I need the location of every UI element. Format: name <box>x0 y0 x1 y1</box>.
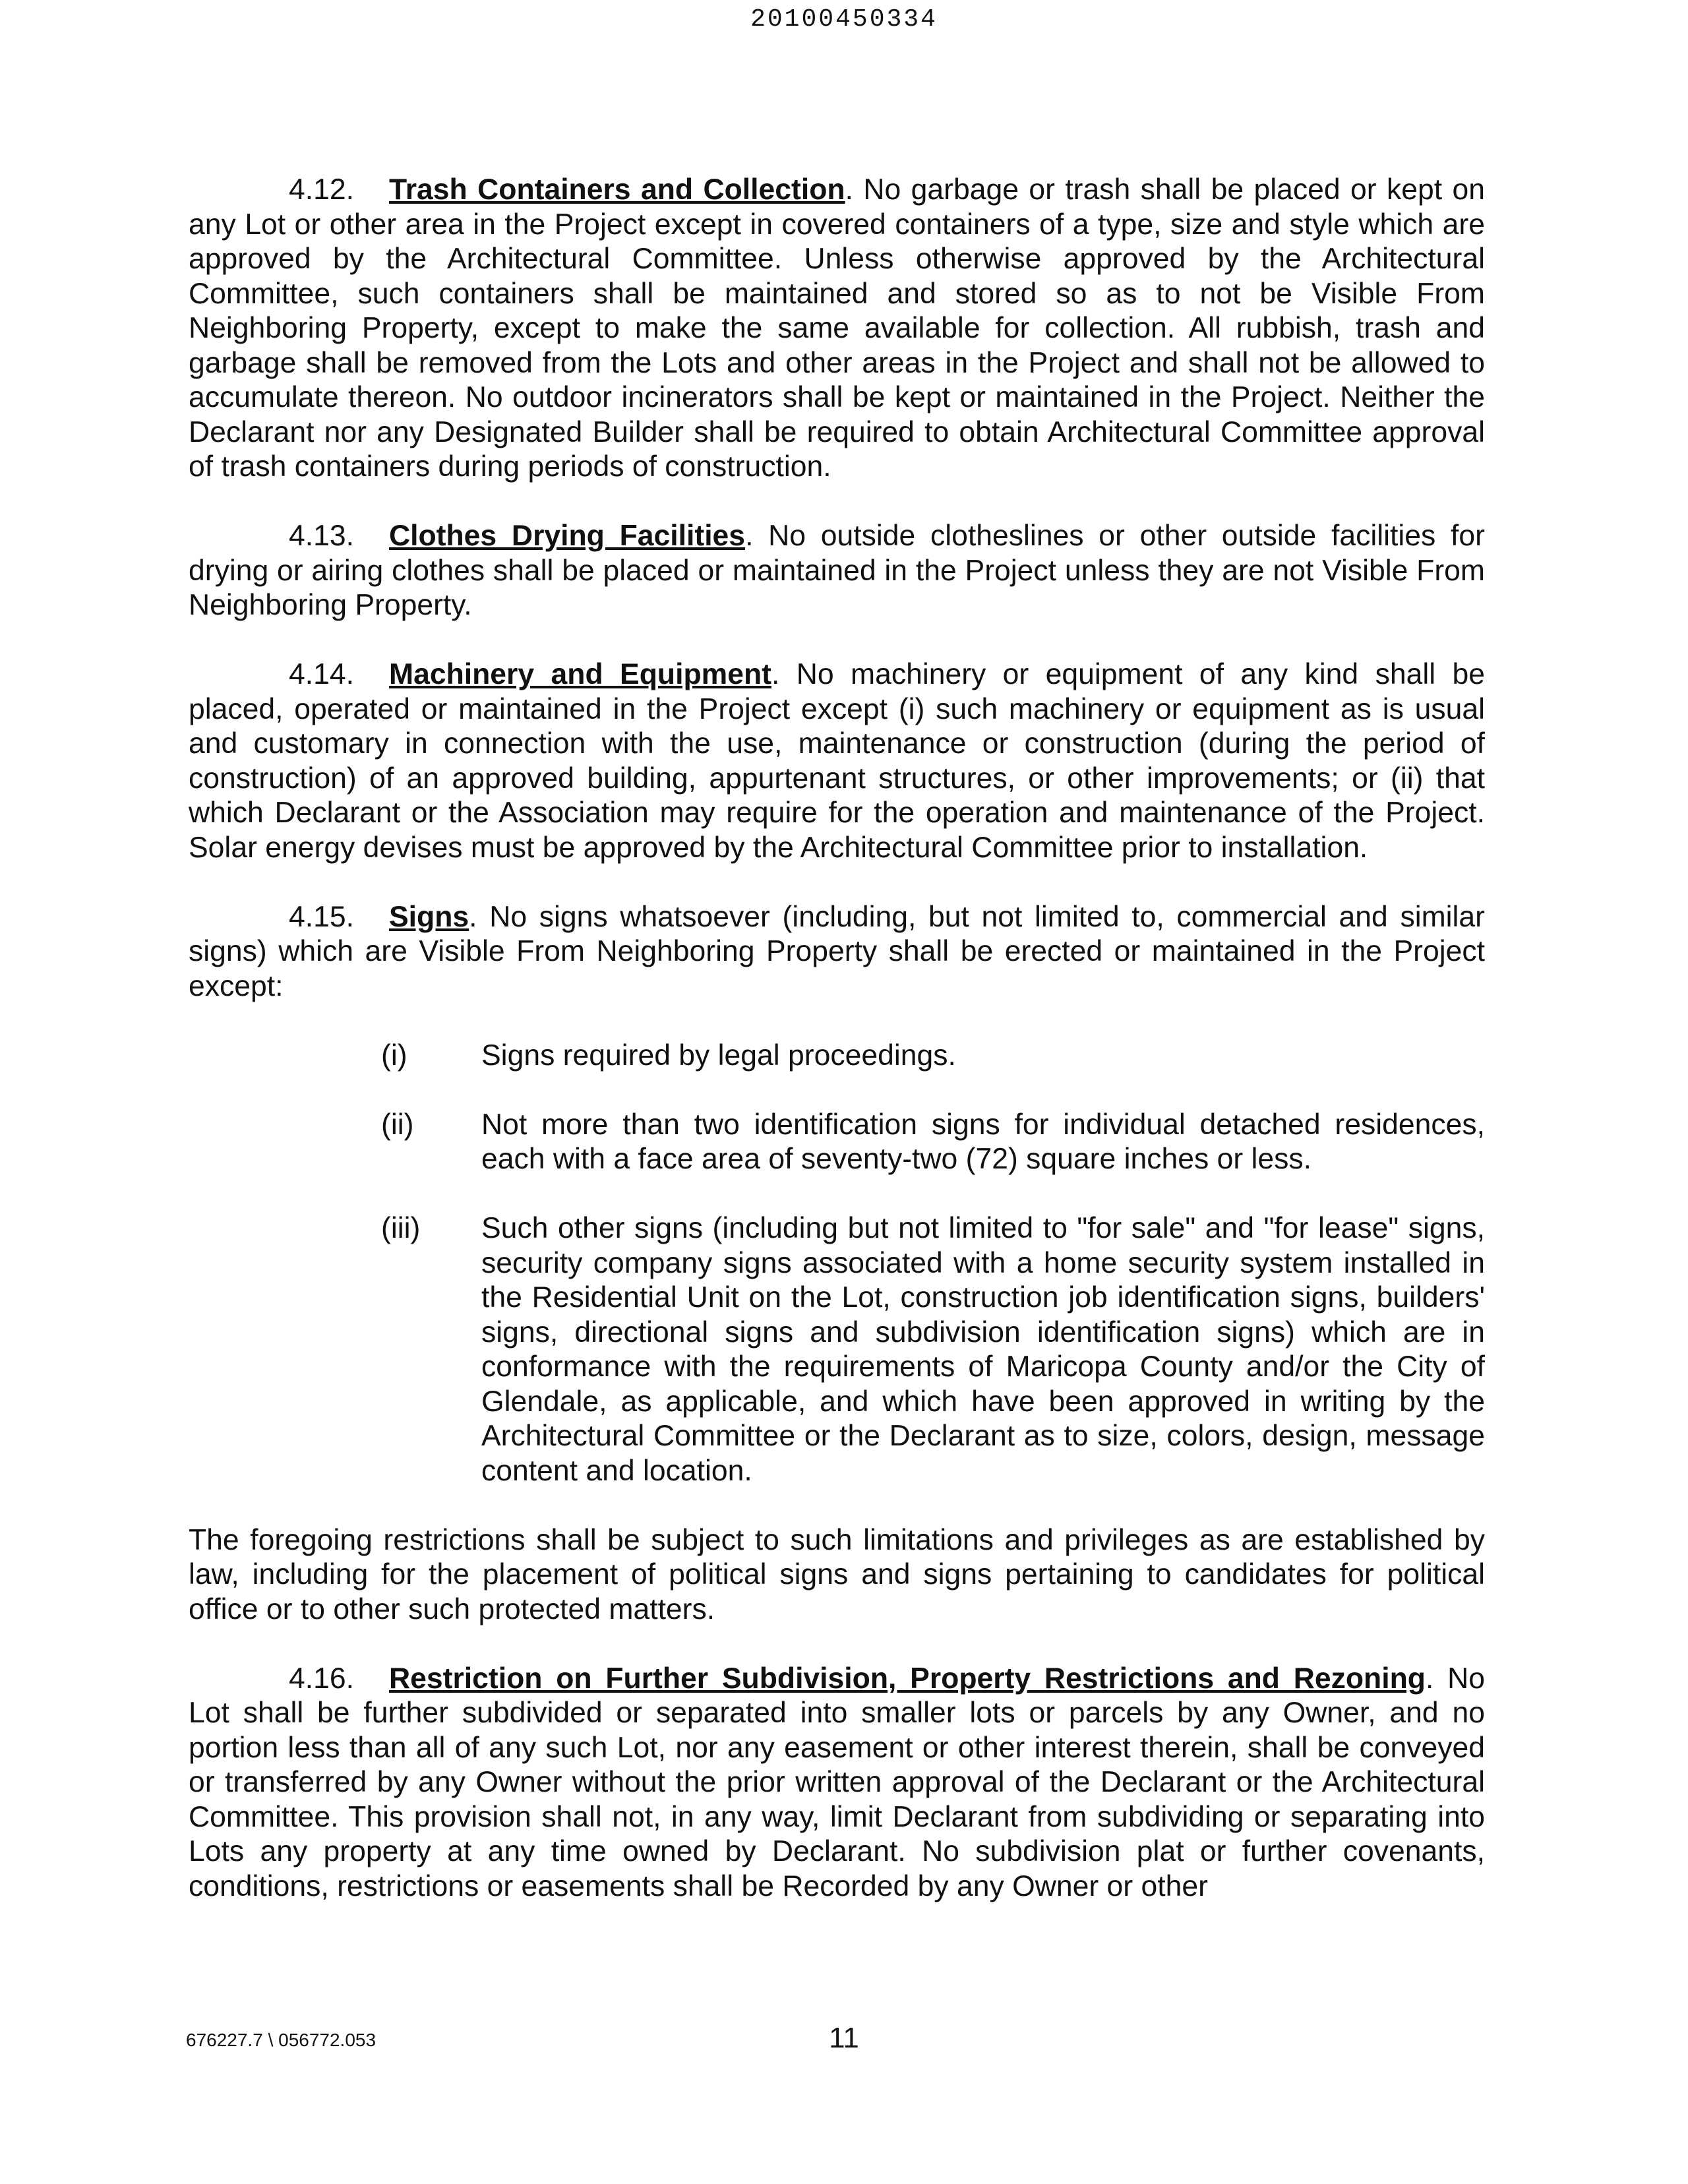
section-number: 4.12. <box>289 173 354 206</box>
section-heading: Clothes Drying Facilities <box>389 520 746 552</box>
section-text: . No signs whatsoever (including, but not limited to, commercial and similar signs) which are Visible From Neighboring Property shall be erected or maintained in the Project except: <box>189 900 1485 1002</box>
sign-exceptions-list <box>189 1039 1485 1489</box>
list-item-text: Signs required by legal proceedings. <box>481 1039 956 1072</box>
section-heading: Machinery and Equipment <box>389 658 771 690</box>
list-item-label: (i) <box>381 1039 407 1072</box>
footer-document-id: 676227.7 \ 056772.053 <box>186 2030 377 2050</box>
section-heading: Trash Containers and Collection <box>389 173 845 206</box>
list-item-text: Such other signs (including but not limited to "for sale" and "for lease" signs, security company signs associated with a home security system installed in the Residential Unit on the Lot, construction job identification signs, builders' signs, directional signs and subdivision identification signs) which are in conformance with the requirements of Maricopa County and/or the City of Glendale, as applicable, and which have been approved in writing by the Architectural Committee or the Declarant as to size, colors, design, message content and location. <box>481 1212 1485 1487</box>
section-text: . No machinery or equipment of any kind shall be placed, operated or maintained in the Project except (i) such machinery or equipment as is usual and customary in connection with the use, maintenance or construction (during the period of construction) of an approved building, appurtenant structures, or other improvements; or (ii) that which Declarant or the Association may require for the operation and maintenance of the Project. Solar energy devises must be approved by the Architectural Committee prior to installation. <box>189 658 1485 864</box>
section-4-15 <box>189 900 1485 1004</box>
section-text: . No outside clotheslines or other outside facilities for drying or airing clothes shall be placed or maintained in the Project unless they are not Visible From Neighboring Property. <box>189 520 1485 621</box>
section-number: 4.13. <box>289 520 354 552</box>
document-body <box>189 173 1485 1939</box>
section-4-14 <box>189 657 1485 865</box>
section-4-16 <box>189 1662 1485 1904</box>
section-number: 4.14. <box>289 658 354 690</box>
section-number: 4.16. <box>289 1662 354 1695</box>
section-heading: Signs <box>389 900 469 933</box>
section-4-12 <box>189 173 1485 485</box>
list-item <box>189 1039 1485 1074</box>
list-item-label: (ii) <box>381 1108 414 1141</box>
recording-number: 20100450334 <box>750 5 938 34</box>
section-4-13 <box>189 519 1485 623</box>
section-number: 4.15. <box>289 900 354 933</box>
list-item-text: Not more than two identification signs for individual detached residences, each with a face area of seventy-two (72) square inches or less. <box>481 1108 1485 1175</box>
section-text: . No Lot shall be further subdivided or separated into smaller lots or parcels by any Owner, and no portion less than all of any such Lot, nor any easement or other interest therein, shall be conveyed or transferred by any Owner without the prior written approval of the Declarant or the Architectural Committee. This provision shall not, in any way, limit Declarant from subdividing or separating into Lots any property at any time owned by Declarant. No subdivision plat or further covenants, conditions, restrictions or easements shall be Recorded by any Owner or other <box>189 1662 1485 1902</box>
section-text: . No garbage or trash shall be placed or kept on any Lot or other area in the Project except in covered containers of a type, size and style which are approved by the Architectural Committee. Unless otherwise approved by the Architectural Committee, such containers shall be maintained and stored so as to not be Visible From Neighboring Property, except to make the same available for collection. All rubbish, trash and garbage shall be removed from the Lots and other areas in the Project and shall not be allowed to accumulate thereon. No outdoor incinerators shall be kept or maintained in the Project. Neither the Declarant nor any Designated Builder shall be required to obtain Architectural Committee approval of trash containers during periods of construction. <box>189 173 1485 483</box>
list-item <box>189 1211 1485 1488</box>
page-number: 11 <box>829 2022 859 2054</box>
section-heading: Restriction on Further Subdivision, Property Restrictions and Rezoning <box>389 1662 1426 1695</box>
restrictions-paragraph: The foregoing restrictions shall be subject to such limitations and privileges as are established by law, including for the placement of political signs and signs pertaining to candidates for political office or to other such protected matters. <box>189 1523 1485 1625</box>
list-item-label: (iii) <box>381 1212 421 1244</box>
list-item <box>189 1108 1485 1177</box>
